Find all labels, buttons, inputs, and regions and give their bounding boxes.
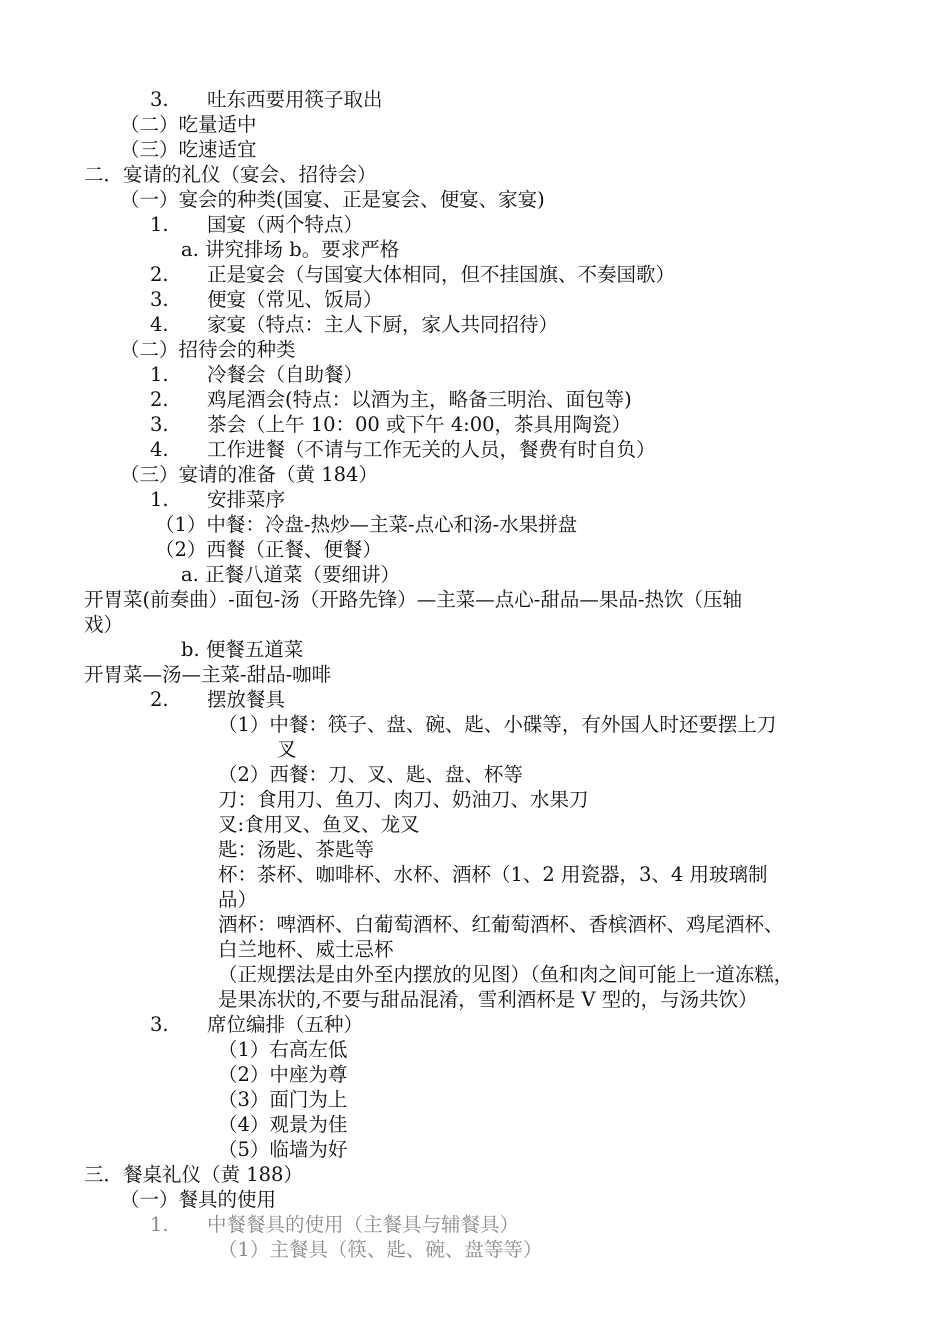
paragraph-line: 匙：汤匙、茶匙等: [218, 838, 375, 861]
item-number: 3.: [150, 1013, 169, 1036]
list-item: b. 便餐五道菜: [181, 638, 304, 661]
list-item: （2）西餐（正餐、便餐）: [155, 538, 382, 561]
item-text: 正是宴会（与国宴大体相同，但不挂国旗、不奏国歌）: [207, 263, 676, 286]
subsection-heading: （二）吃量适中: [120, 113, 257, 136]
item-number: 1.: [150, 488, 169, 511]
item-number: 3.: [150, 288, 169, 311]
item-number: 2.: [150, 388, 169, 411]
list-item: （2）中座为尊: [218, 1063, 348, 1086]
list-item: （5）临墙为好: [218, 1138, 348, 1161]
item-text: 茶会（上午 10：00 或下午 4:00，茶具用陶瓷）: [207, 413, 632, 436]
subsection-heading: （一）餐具的使用: [120, 1188, 277, 1211]
item-number: 4.: [150, 438, 169, 461]
paragraph-line: 刀：食用刀、鱼刀、肉刀、奶油刀、水果刀: [218, 788, 589, 811]
subsection-heading: （三）宴请的准备（黄 184）: [120, 463, 378, 486]
item-number: 1.: [150, 1213, 169, 1236]
paragraph-line: 开胃菜(前奏曲）-面包-汤（开路先锋）—主菜—点心-甜品—果品-热饮（压轴: [84, 588, 742, 611]
paragraph-line: 品）: [218, 888, 258, 911]
list-item: （2）西餐：刀、叉、匙、盘、杯等: [218, 763, 523, 786]
item-number: 2.: [150, 263, 169, 286]
item-text: 家宴（特点：主人下厨，家人共同招待）: [207, 313, 559, 336]
paragraph-line: （正规摆法是由外至内摆放的见图）（鱼和肉之间可能上一道冻糕，: [218, 963, 794, 986]
list-item: （3）面门为上: [218, 1088, 348, 1111]
item-text: 中餐餐具的使用（主餐具与辅餐具）: [207, 1213, 520, 1236]
item-text: 摆放餐具: [207, 688, 286, 711]
item-number: 1.: [150, 213, 169, 236]
item-text: 安排菜序: [207, 488, 286, 511]
section-heading: 三．餐桌礼仪（黄 188）: [84, 1163, 303, 1186]
list-item: （1）主餐具（筷、匙、碗、盘等等）: [218, 1238, 543, 1261]
item-text: 席位编排（五种）: [207, 1013, 364, 1036]
list-item: （1）中餐：筷子、盘、碗、匙、小碟等，有外国人时还要摆上刀: [218, 713, 777, 736]
item-number: 3.: [150, 413, 169, 436]
paragraph-line: 杯：茶杯、咖啡杯、水杯、酒杯（1、2 用瓷器，3、4 用玻璃制: [218, 863, 768, 886]
item-number: 1.: [150, 363, 169, 386]
item-text: 吐东西要用筷子取出: [207, 88, 383, 111]
list-item: a. 讲究排场 b。要求严格: [181, 238, 400, 261]
list-item: （1）中餐：冷盘-热炒—主菜-点心和汤-水果拼盘: [155, 513, 578, 536]
list-item: （1）右高左低: [218, 1038, 348, 1061]
item-number: 3.: [150, 88, 169, 111]
item-number: 2.: [150, 688, 169, 711]
paragraph-line: 酒杯：啤酒杯、白葡萄酒杯、红葡萄酒杯、香槟酒杯、鸡尾酒杯、: [218, 913, 784, 936]
item-text: 冷餐会（自助餐）: [207, 363, 364, 386]
paragraph-line: 叉: [277, 738, 297, 761]
subsection-heading: （二）招待会的种类: [120, 338, 296, 361]
item-number: 4.: [150, 313, 169, 336]
paragraph-line: 开胃菜—汤—主菜-甜品-咖啡: [84, 663, 332, 686]
section-heading: 二．宴请的礼仪（宴会、招待会）: [84, 163, 377, 186]
subsection-heading: （三）吃速适宜: [120, 138, 257, 161]
list-item: a. 正餐八道菜（要细讲）: [181, 563, 401, 586]
paragraph-line: 白兰地杯、威士忌杯: [218, 938, 394, 961]
item-text: 便宴（常见、饭局）: [207, 288, 383, 311]
item-text: 工作进餐（不请与工作无关的人员，餐费有时自负）: [207, 438, 656, 461]
item-text: 国宴（两个特点）: [207, 213, 364, 236]
paragraph-line: 戏）: [84, 613, 124, 636]
subsection-heading: （一）宴会的种类(国宴、正是宴会、便宴、家宴): [120, 188, 545, 211]
paragraph-line: 叉:食用叉、鱼叉、龙叉: [218, 813, 420, 836]
item-text: 鸡尾酒会(特点：以酒为主，略备三明治、面包等): [207, 388, 632, 411]
list-item: （4）观景为佳: [218, 1113, 348, 1136]
paragraph-line: 是果冻状的,不要与甜品混淆，雪利酒杯是 V 型的，与汤共饮）: [218, 988, 758, 1011]
